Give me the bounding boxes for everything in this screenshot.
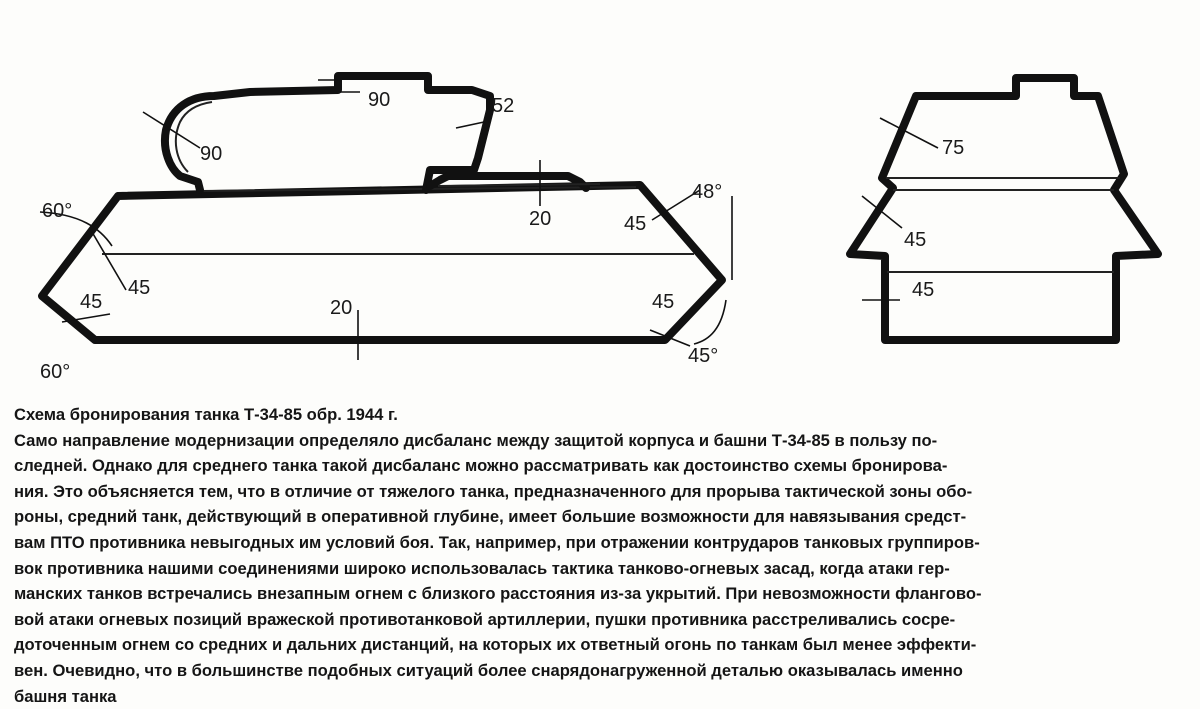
- caption-line: вен. Очевидно, что в большинстве подобных ситуаций более снарядонагруженной деталью оказывалась именно: [14, 660, 963, 680]
- label-turret-top: 90: [368, 89, 391, 111]
- label-lower-rear: 45: [652, 291, 675, 313]
- label-turret-rear: 52: [492, 95, 515, 117]
- label-upper-front: 45: [128, 277, 151, 299]
- label-bottom: 20: [330, 297, 353, 319]
- caption-line: вой атаки огневых позиций вражеской противотанковой артиллерии, пушки противника расстреливались сосре-: [14, 609, 956, 629]
- caption-title: Схема бронирования танка Т-34-85 обр. 1944 г.: [14, 405, 398, 424]
- label-hull-upper-side: 45: [904, 229, 927, 251]
- label-upper-rear: 45: [624, 213, 647, 235]
- label-turret-side: 75: [942, 137, 965, 159]
- label-upper-rear-angle: 48°: [692, 181, 723, 203]
- caption-line: вок противника нашими соединениями широко использовалась тактика танково-огневых засад, когда атаки гер-: [14, 558, 950, 578]
- label-lower-rear-angle: 45°: [688, 345, 719, 367]
- arrow-turret-rear: [456, 122, 484, 128]
- turret-outline: [165, 76, 490, 190]
- figure-caption: [14, 402, 1189, 709]
- hull-side-view: [42, 76, 722, 340]
- label-hull-lower-side: 45: [912, 279, 935, 301]
- labels-section: [904, 137, 964, 301]
- caption-line: доточенным огнем со средних и дальних дистанций, на которых их ответный огонь по танкам был менее эффекти-: [14, 635, 977, 655]
- caption-line: вам ПТО противника невыгодных им условий боя. Так, например, при отражении контрударов танковых группиров-: [14, 532, 980, 552]
- caption-line: Само направление модернизации определяло дисбаланс между защитой корпуса и башни Т-34-85 в пользу по-: [14, 430, 938, 450]
- label-upper-front-angle: 60°: [42, 200, 73, 222]
- label-lower-front: 45: [80, 291, 103, 313]
- label-mantlet: 90: [200, 143, 223, 165]
- caption-line: манских танков встречались внезапным огнем с близкого расстояния из-за укрытий. При невозможности флангово-: [14, 584, 982, 604]
- hull-outline: [42, 185, 722, 340]
- caption-line: башня танка: [14, 686, 117, 706]
- label-lower-front-angle: 60°: [40, 361, 71, 383]
- caption-line: следней. Однако для среднего танка такой дисбаланс можно рассматривать как достоинство схемы бронирова-: [14, 456, 948, 476]
- caption-line: роны, средний танк, действующий в оперативной глубине, имеет большие возможности для навязывания средст-: [14, 507, 967, 527]
- label-roof: 20: [529, 208, 552, 230]
- caption-line: ния. Это объясняется тем, что в отличие от тяжелого танка, предназначенного для прорыва тактической зоны обо-: [14, 481, 973, 501]
